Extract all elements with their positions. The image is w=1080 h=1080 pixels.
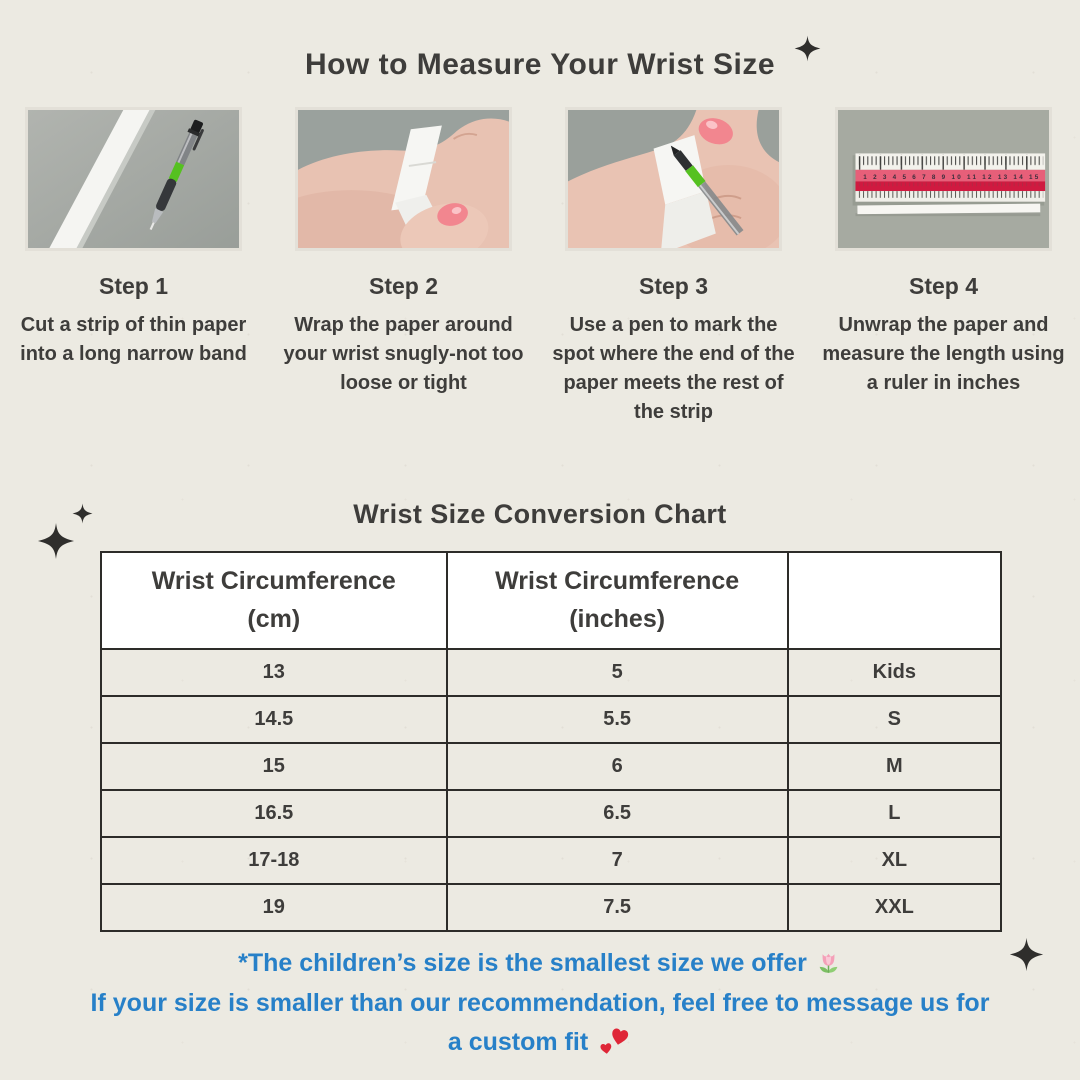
header-cm-line2: (cm): [247, 604, 301, 633]
inches-cell: 6.5: [447, 790, 788, 837]
sparkle-icon: [1009, 937, 1044, 972]
table-row: [101, 884, 1001, 931]
sparkle-icon: [794, 35, 821, 62]
step2-label: Step 2: [368, 273, 439, 299]
header-inches-line1: Wrist Circumference: [495, 567, 740, 595]
step-card-3: [552, 107, 795, 427]
size-cell: S: [788, 696, 1001, 743]
table-row: [101, 696, 1001, 743]
steps-section: [20, 107, 1065, 427]
inches-cell: 6: [447, 743, 788, 790]
ruler-scale-numbers: 1 2 3 4 5 6 7 8 9 10 11 12 13 14 15: [863, 174, 1039, 181]
page-title: How to Measure Your Wrist Size: [304, 48, 776, 81]
table-header-row: [101, 552, 1001, 649]
cm-cell: 15: [101, 743, 447, 790]
step1-label: Step 1: [98, 273, 169, 299]
step4-label: Step 4: [908, 273, 979, 299]
step-card-4: [822, 107, 1065, 427]
header-size-blank: [788, 552, 1001, 649]
tulip-icon: [815, 950, 842, 977]
inches-cell: 5: [447, 649, 788, 696]
size-cell: L: [788, 790, 1001, 837]
cm-cell: 13: [101, 649, 447, 696]
footer-line1-text: *The children’s size is the smallest size we offer: [238, 949, 807, 977]
step3-description: Use a pen to mark the spot where the end of the paper meets the rest of the strip: [552, 314, 795, 423]
step3-label: Step 3: [638, 273, 709, 299]
ruler-illustration: [838, 110, 1049, 248]
cm-cell: 17-18: [101, 837, 447, 884]
table-row: [101, 837, 1001, 884]
header-cm: [101, 552, 447, 649]
footer-note: [0, 944, 1080, 1063]
table-row: [101, 649, 1001, 696]
paper-and-pencil-illustration: [28, 110, 239, 248]
conversion-chart-title: Wrist Size Conversion Chart: [353, 499, 727, 529]
conversion-table: [100, 551, 1002, 932]
cm-cell: 14.5: [101, 696, 447, 743]
header-cm-line1: Wrist Circumference: [151, 567, 396, 595]
step2-photo: [295, 107, 512, 251]
inches-cell: 7.5: [447, 884, 788, 931]
size-cell: XXL: [788, 884, 1001, 931]
step3-photo: [565, 107, 782, 251]
inches-cell: 7: [447, 837, 788, 884]
size-cell: Kids: [788, 649, 1001, 696]
step-card-2: [283, 107, 524, 427]
step4-photo: [835, 107, 1052, 251]
step1-photo: [25, 107, 242, 251]
footer-line-3: [0, 1023, 1080, 1063]
step2-description: Wrap the paper around your wrist snugly-not too loose or tight: [283, 314, 524, 394]
size-cell: M: [788, 743, 1001, 790]
table-row: [101, 743, 1001, 790]
wrist-wrap-illustration: [298, 110, 509, 248]
step-card-1: [20, 107, 247, 427]
cm-cell: 19: [101, 884, 447, 931]
size-cell: XL: [788, 837, 1001, 884]
header-inches: [447, 552, 788, 649]
footer-line-2: If your size is smaller than our recommendation, feel free to message us for: [90, 988, 990, 1017]
cm-cell: 16.5: [101, 790, 447, 837]
inches-cell: 5.5: [447, 696, 788, 743]
step1-description: Cut a strip of thin paper into a long narrow band: [20, 314, 247, 365]
pen-marking-illustration: [568, 110, 779, 248]
step4-description: Unwrap the paper and measure the length using a ruler in inches: [822, 314, 1065, 394]
header-inches-line2: (inches): [569, 604, 666, 633]
table-row: [101, 790, 1001, 837]
footer-line3-text: a custom fit: [447, 1028, 589, 1056]
footer-line-1: [0, 944, 1080, 984]
two-hearts-icon: [596, 1025, 632, 1056]
